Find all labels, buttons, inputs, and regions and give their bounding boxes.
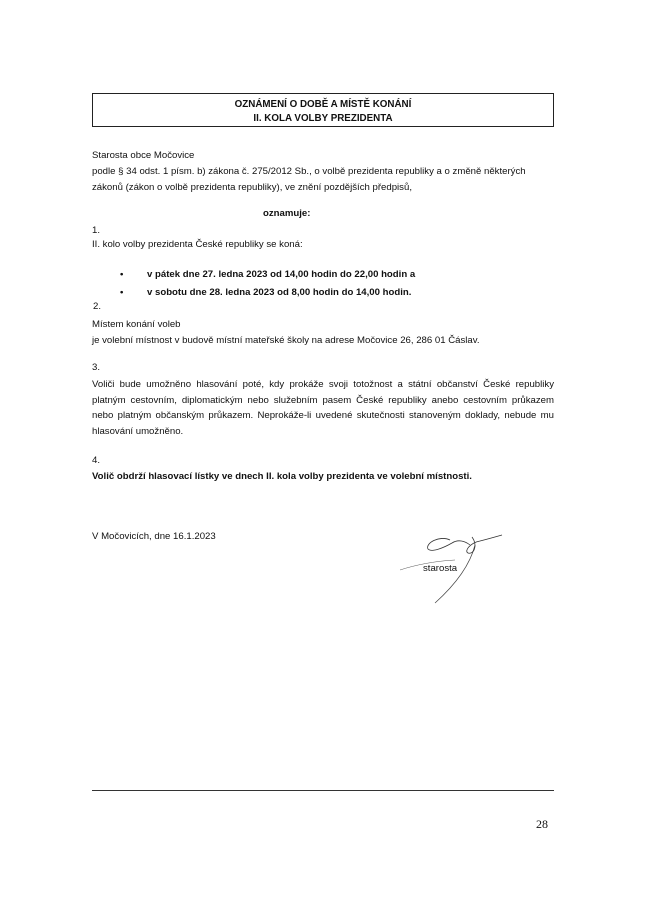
page-number: 28 [536,817,548,831]
bullet-icon: • [120,287,124,298]
section2-line1: Místem konání voleb [92,319,181,330]
date-item-text: v sobotu dne 28. ledna 2023 od 8,00 hodin do 14,00 hodin. [147,287,412,298]
signature-role: starosta [423,563,458,574]
section2-number: 2. [93,301,102,312]
title-box [92,93,554,127]
date-item-saturday [120,287,412,298]
section1-number: 1. [92,225,101,236]
date-item-text: v pátek dne 27. ledna 2023 od 14,00 hodin do 22,00 hodin a [147,269,416,280]
document-title: OZNÁMENÍ O DOBĚ A MÍSTĚ KONÁNÍ [234,99,412,110]
section4-number: 4. [92,455,101,466]
intro-block [92,148,554,196]
footer-divider [92,790,554,791]
intro-line-law: podle § 34 odst. 1 písm. b) zákona č. 275/2012 Sb., o volbě prezidenta republiky a o změně některých [92,166,526,177]
announce-heading: oznamuje: [263,208,311,219]
bullet-icon: • [120,269,124,280]
date-item-friday [120,269,416,280]
intro-line-law-cont: zákonů (zákon o volbě prezidenta republiky), ve znění pozdějších předpisů, [92,182,412,193]
section2-block [92,317,554,349]
place-date: V Močovicích, dne 16.1.2023 [92,531,216,542]
section3-text: Voliči bude umožněno hlasování poté, kdy prokáže svoji totožnost a státní občanství České republiky platným cestovním, diplomatickým nebo služebním pasem České republiky anebo cestovním průkazem nebo platným občanským průkazem. Neprokáže-li uvedené skutečnosti stanoveným doklady, nebude mu hlasování umožněno. [92,379,554,437]
intro-line-mayor: Starosta obce Močovice [92,150,195,161]
section3-number: 3. [92,362,101,373]
section4-text: Volič obdrží hlasovací lístky ve dnech II. kola volby prezidenta ve volební místnosti. [92,471,472,482]
section1-text: II. kolo volby prezidenta České republiky se koná: [92,239,303,250]
section2-line2: je volební místnost v budově místní mateřské školy na adrese Močovice 26, 286 01 Čáslav. [92,335,480,346]
document-subtitle: II. KOLA VOLBY PREZIDENTA [253,113,393,124]
